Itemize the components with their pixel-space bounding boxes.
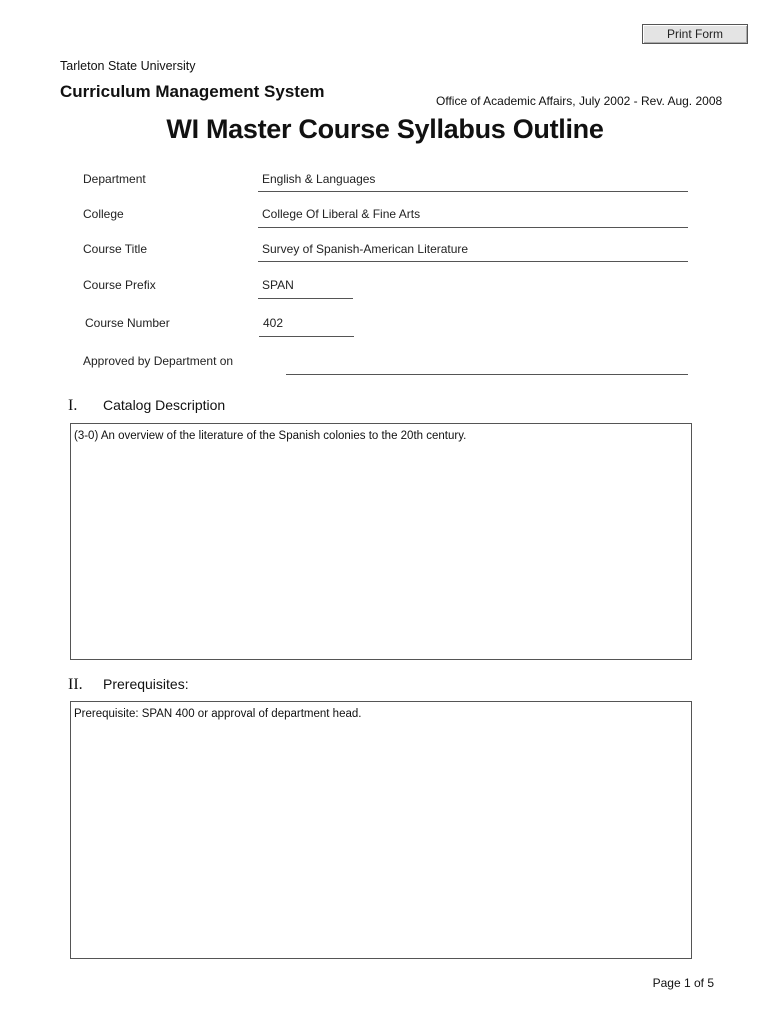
section-label-catalog: Catalog Description: [103, 397, 226, 413]
page-title: WI Master Course Syllabus Outline: [166, 114, 604, 144]
course-prefix-underline: [258, 298, 353, 299]
approved-date-label: Approved by Department on: [83, 354, 234, 368]
catalog-description-textbox[interactable]: (3-0) An overview of the literature of the Spanish colonies to the 20th century.: [70, 423, 692, 660]
course-number-underline: [259, 336, 354, 337]
approved-date-underline: [286, 374, 688, 375]
print-form-button[interactable]: Print Form: [642, 24, 748, 44]
page-number: Page 1 of 5: [652, 976, 714, 990]
prerequisites-textbox[interactable]: Prerequisite: SPAN 400 or approval of department head.: [70, 701, 692, 959]
department-label: Department: [83, 172, 146, 186]
course-title-label: Course Title: [83, 242, 148, 256]
section-numeral-prerequisites: II.: [68, 676, 83, 693]
office-revision-note: Office of Academic Affairs, July 2002 - Rev. Aug. 2008: [436, 94, 723, 108]
course-title-field[interactable]: Survey of Spanish-American Literature: [262, 242, 469, 256]
department-underline: [258, 191, 688, 192]
course-number-field[interactable]: 402: [263, 316, 284, 330]
college-field[interactable]: College Of Liberal & Fine Arts: [262, 207, 421, 221]
course-prefix-label: Course Prefix: [83, 278, 156, 292]
course-title-underline: [258, 261, 688, 262]
college-underline: [258, 227, 688, 228]
section-label-prerequisites: Prerequisites:: [103, 676, 189, 692]
college-label: College: [83, 207, 124, 221]
system-name: Curriculum Management System: [60, 82, 325, 101]
course-prefix-field[interactable]: SPAN: [262, 278, 294, 292]
department-field[interactable]: English & Languages: [262, 172, 376, 186]
course-number-label: Course Number: [85, 316, 170, 330]
university-name: Tarleton State University: [60, 59, 196, 73]
section-numeral-catalog: I.: [68, 397, 78, 414]
